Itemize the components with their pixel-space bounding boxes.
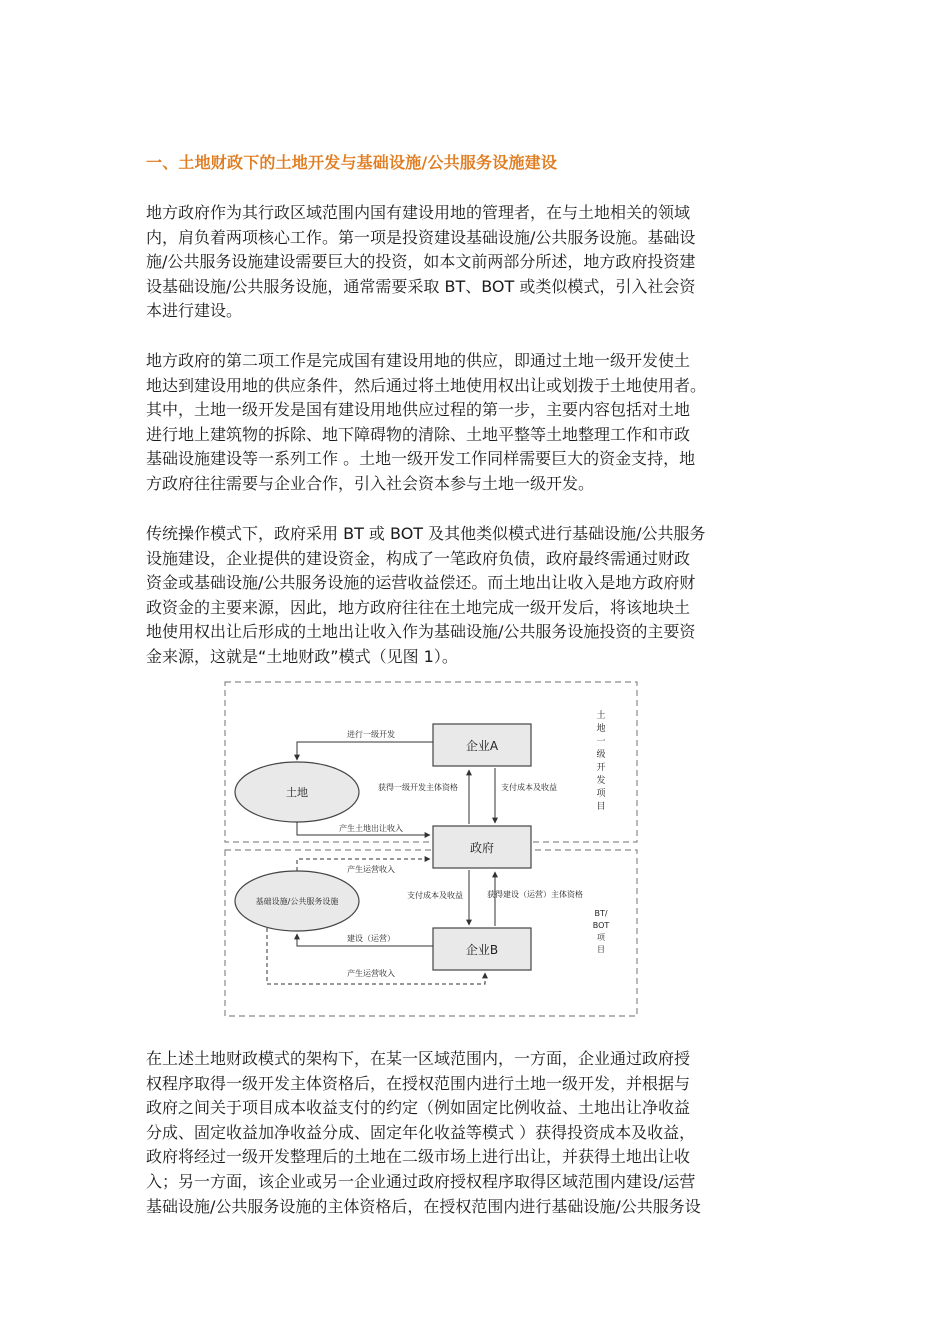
paragraph-line: 基础设施/公共服务设施的主体资格后，在授权范围内进行基础设施/公共服务设 — [146, 1196, 701, 1216]
paragraph-line: 传统操作模式下，政府采用 BT 或 BOT 及其他类似模式进行基础设施/公共服务 — [146, 524, 706, 543]
paragraph-line: 内，肩负着两项核心工作。第一项是投资建设基础设施/公共服务设施。基础设 — [146, 227, 696, 247]
enterprise-a-label: 企业A — [465, 739, 499, 753]
paragraph-line: 政资金的主要来源，因此，地方政府往往在土地完成一级开发后，将该地块土 — [146, 597, 691, 617]
edge-primary-development — [297, 742, 433, 760]
bottom-region-label — [593, 909, 610, 954]
paragraph-line: 地使用权出让后形成的土地出让收入作为基础设施/公共服务设施投资的主要资 — [146, 622, 696, 642]
paragraph-line: 设基础设施/公共服务设施，通常需要采取 BT、BOT 或类似模式，引入社会资 — [146, 276, 696, 296]
paragraph-line: 权程序取得一级开发主体资格后，在授权范围内进行土地一级开发，并根据与 — [146, 1073, 691, 1093]
region-label-char: 发 — [596, 776, 606, 786]
paragraph-line: 在上述土地财政模式的架构下，在某一区域范围内，一方面，企业通过政府授 — [146, 1049, 691, 1068]
edge-label: 产生运营收入 — [347, 865, 395, 874]
infrastructure-label: 基础设施/公共服务设施 — [255, 897, 339, 906]
edge-label: 支付成本及收益 — [407, 891, 463, 900]
paragraph-line: 政府将经过一级开发整理后的土地在二级市场上进行出让，并获得土地出让收 — [146, 1147, 691, 1167]
land-label: 土地 — [286, 786, 308, 799]
region-label-char: 级 — [596, 750, 606, 760]
paragraph-line: 设施建设，企业提供的建设资金，构成了一笔政府负债，政府最终需通过财政 — [146, 548, 691, 568]
region-label-char: 项 — [597, 933, 605, 942]
region-label-char: BT/ — [594, 909, 608, 918]
paragraph-line: 本进行建设。 — [146, 301, 243, 321]
paragraph-3 — [146, 522, 806, 670]
edge-label: 产生土地出让收入 — [339, 824, 403, 833]
paragraph-line: 分成、固定收益加净收益分成、固定年化收益等模式 ）获得投资成本及收益， — [146, 1122, 696, 1142]
paragraph-line: 进行地上建筑物的拆除、地下障碍物的清除、土地平整等土地整理工作和市政 — [146, 424, 691, 444]
edge-label: 获得建设（运营）主体资格 — [487, 890, 583, 899]
paragraph-line: 基础设施建设等一系列工作 。土地一级开发工作同样需要巨大的资金支持，地 — [146, 449, 696, 469]
paragraph-line: 入；另一方面，该企业或另一企业通过政府授权程序取得区域范围内建设/运营 — [146, 1171, 696, 1191]
region-label-char: 目 — [597, 945, 605, 954]
region-label-char: 开 — [596, 763, 606, 773]
edge-label: 产生运营收入 — [347, 969, 395, 978]
paragraph-line: 资金或基础设施/公共服务设施的运营收益偿还。而土地出让收入是地方政府财 — [146, 573, 696, 593]
land-finance-diagram — [223, 678, 641, 1022]
region-label-char: 目 — [596, 802, 606, 812]
paragraph-line: 施/公共服务设施建设需要巨大的投资，如本文前两部分所述，地方政府投资建 — [146, 252, 696, 272]
paragraph-line: 金来源，这就是“土地财政”模式（见图 1）。 — [146, 646, 458, 666]
region-label-char: 一 — [596, 737, 606, 747]
region-label-char: 地 — [596, 724, 606, 734]
enterprise-b-label: 企业B — [465, 943, 499, 957]
edge-label: 建设（运营） — [347, 934, 395, 943]
paragraph-line: 地达到建设用地的供应条件，然后通过将土地使用权出让或划拨于土地使用者。 — [146, 375, 707, 395]
region-label-char: 土 — [596, 711, 606, 721]
paragraph-line: 地方政府作为其行政区域范围内国有建设用地的管理者，在与土地相关的领域 — [146, 203, 691, 222]
edge-label: 支付成本及收益 — [501, 783, 557, 792]
paragraph-2 — [146, 349, 806, 497]
region-label-char: BOT — [592, 921, 610, 930]
edge-label: 进行一级开发 — [347, 730, 395, 739]
paragraph-line: 地方政府的第二项工作是完成国有建设用地的供应，即通过土地一级开发使土 — [146, 351, 691, 370]
paragraph-line: 其中，土地一级开发是国有建设用地供应过程的第一步，主要内容包括对土地 — [146, 400, 691, 420]
paragraph-line: 方政府往往需要与企业合作，引入社会资本参与土地一级开发。 — [146, 473, 595, 493]
region-label-char: 项 — [596, 789, 606, 799]
government-label: 政府 — [469, 841, 495, 855]
top-region-label — [596, 709, 606, 812]
section-heading: 一、土地财政下的土地开发与基础设施/公共服务设施建设 — [146, 153, 558, 172]
edge-label: 获得一级开发主体资格 — [378, 783, 458, 792]
paragraph-4 — [146, 1047, 806, 1219]
paragraph-1 — [146, 201, 806, 324]
paragraph-line: 政府之间关于项目成本收益支付的约定（例如固定比例收益、土地出让净收益 — [146, 1098, 691, 1118]
diagram-svg — [223, 678, 641, 1022]
